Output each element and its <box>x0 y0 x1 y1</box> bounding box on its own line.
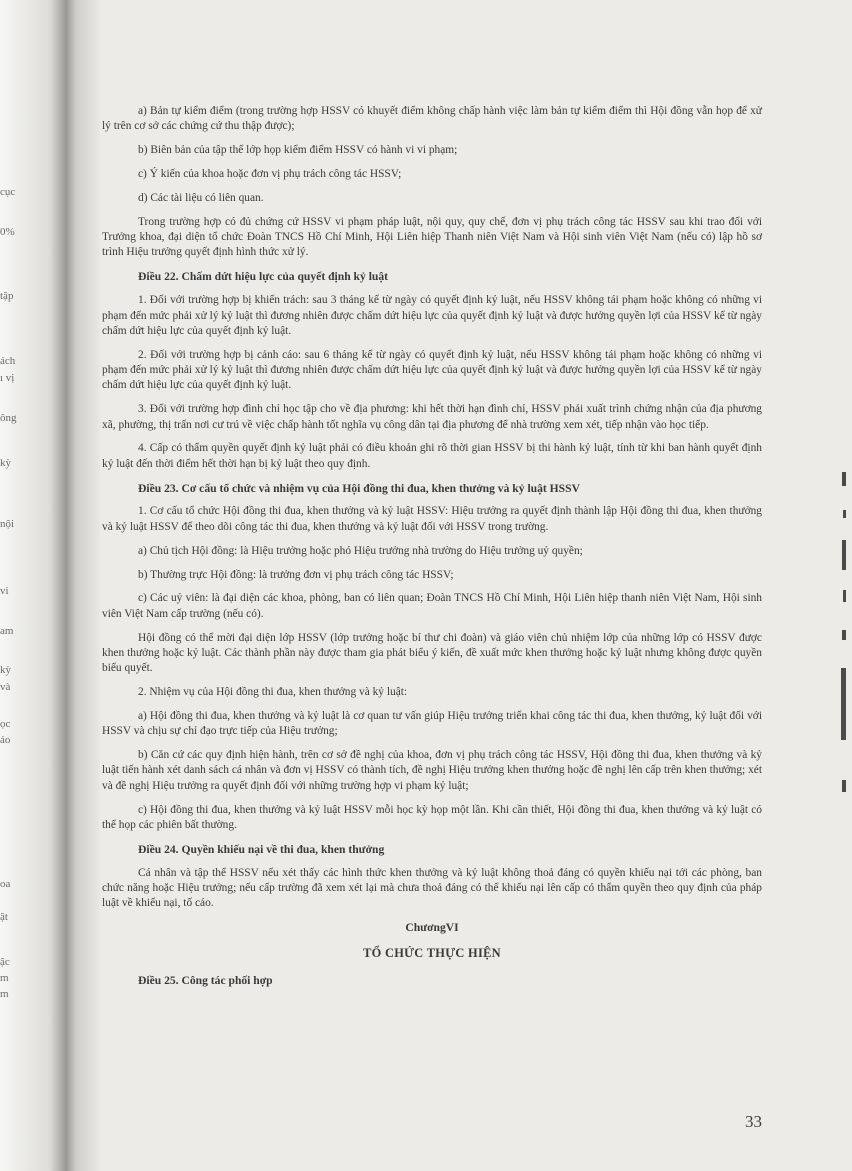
article-23-clause-1b: b) Thường trực Hội đồng: là trưởng đơn vị phụ trách công tác HSSV; <box>138 568 454 581</box>
article-23-heading: Điều 23. Cơ cấu tổ chức và nhiệm vụ của Hội đồng thi đua, khen thưởng và kỷ luật HSSV <box>138 481 580 495</box>
page-number: 33 <box>745 1112 762 1131</box>
article-22-clause-4: 4. Cấp có thẩm quyền quyết định kỷ luật phải có điều khoản ghi rõ thời gian HSSV bị thi hành kỷ luật, tính từ khi ban hành quyết định kỷ luật đến thời điểm hết thời hạn bị kỷ luật theo quy định. <box>102 442 762 470</box>
article-23-clause-2c: c) Hội đồng thi đua, khen thưởng và kỷ luật HSSV mỗi học kỳ họp một lần. Khi cần thiết, Hội đồng thi đua, khen thưởng và kỷ luật có thể họp các phiên bất thường. <box>102 803 762 831</box>
article-22-clause-1: 1. Đối với trường hợp bị khiển trách: sau 3 tháng kể từ ngày có quyết định kỷ luật, nếu HSSV không tái phạm hoặc không có những vi phạm đến mức phải xử lý kỷ luật thì đương nhiên được chấm dứt hiệu lực của quyết định kỷ luật và được hưởng quyền lợi của HSSV kể từ ngày chấm dứt hiệu lực của quyết định kỷ luật. <box>102 294 762 337</box>
bleed-text: m <box>0 972 9 984</box>
article-24-body: Cá nhân và tập thể HSSV nếu xét thấy các hình thức khen thưởng và kỷ luật không thoả đáng có quyền khiếu nại tới các phòng, ban chức năng hoặc Hiệu trưởng; nếu cấp trường đã xem xét lại mà chưa thoả đáng có thể khiếu nại lên cấp có thẩm quyền theo quy định của pháp luật về khiếu nại, tố cáo. <box>102 866 762 910</box>
bleed-text: vi <box>0 585 9 597</box>
document-body <box>102 104 762 997</box>
edge-mark <box>842 540 846 570</box>
bleed-text: áo <box>0 734 11 746</box>
bleed-text: ı vị <box>0 372 15 384</box>
article-22-clause-2: 2. Đối với trường hợp bị cảnh cáo: sau 6 tháng kể từ ngày có quyết định kỷ luật, nếu HSSV không tái phạm hoặc không có những vi phạm đến mức phải xử lý kỷ luật thì đương nhiên được chấm dứt hiệu lực của quyết định kỷ luật và được hưởng quyền lợi của HSSV kể từ ngày chấm dứt hiệu lực của quyết định kỷ luật. <box>102 348 762 392</box>
edge-mark <box>843 510 846 518</box>
edge-mark <box>842 472 846 486</box>
bleed-text: oa <box>0 878 11 890</box>
paragraph-c-faculty-opinion: c) Ý kiến của khoa hoặc đơn vị phụ trách công tác HSSV; <box>138 168 402 181</box>
bleed-text: 0% <box>0 226 15 238</box>
chapter-number: ChươngVI <box>405 921 459 935</box>
article-23-invited-members: Hội đồng có thể mời đại diện lớp HSSV (lớp trưởng hoặc bí thư chi đoàn) và giáo viên chủ nhiệm lớp của những lớp có HSSV được khen thưởng hoặc kỷ luật. Các thành phần này được tham gia phát biểu ý kiến, đề xuất mức khen thưởng hoặc kỷ luật nhưng không được quyền biểu quyết. <box>102 631 762 675</box>
edge-mark <box>841 668 846 740</box>
edge-mark <box>842 780 846 792</box>
article-24-heading: Điều 24. Quyền khiếu nại về thi đua, khen thưởng <box>138 842 385 856</box>
article-23-clause-2b: b) Căn cứ các quy định hiện hành, trên cơ sở đề nghị của khoa, đơn vị phụ trách công tác HSSV, Hội đồng thi đua, khen thưởng và kỷ luật tiến hành xét danh sách cá nhân và đơn vị HSSV có thành tích, đề nghị Hiệu trưởng khen thưởng hoặc đề nghị lên cấp trên khen thưởng; xét và đề nghị Hiệu trưởng ra quyết định đối với những trường hợp vi phạm kỷ luật; <box>102 749 762 792</box>
chapter-title: TỔ CHỨC THỰC HIỆN <box>363 945 501 960</box>
bleed-text: ậc <box>0 956 10 968</box>
bleed-text: nội <box>0 518 15 530</box>
article-25-heading: Điều 25. Công tác phối hợp <box>138 973 273 987</box>
article-23-clause-1: 1. Cơ cấu tổ chức Hội đồng thi đua, khen thưởng và kỷ luật HSSV: Hiệu trưởng ra quyết định thành lập Hội đồng thi đua, khen thưởng và kỷ luật HSSV để theo dõi công tác thi đua, khen thưởng và kỷ luật đối với HSSV trong trường. <box>102 505 762 533</box>
bleed-text: kỳ <box>0 457 11 469</box>
edge-mark <box>843 590 846 602</box>
bleed-text: ọc <box>0 718 11 730</box>
article-22-heading: Điều 22. Chấm dứt hiệu lực của quyết định kỷ luật <box>138 270 389 284</box>
bleed-text: ông <box>0 412 17 424</box>
article-23-clause-2a: a) Hội đồng thi đua, khen thưởng và kỷ luật là cơ quan tư vấn giúp Hiệu trưởng triển khai công tác thi đua, khen thưởng, kỷ luật đối với HSSV và chịu sự chỉ đạo trực tiếp của Hiệu trưởng; <box>102 710 762 738</box>
bleed-text: ách <box>0 355 16 367</box>
edge-mark <box>842 630 846 640</box>
bleed-text: tập <box>0 290 14 302</box>
article-23-clause-2: 2. Nhiệm vụ của Hội đồng thi đua, khen thưởng và kỷ luật: <box>138 686 408 699</box>
article-23-clause-1c: c) Các uỷ viên: là đại diện các khoa, phòng, ban có liên quan; Đoàn TNCS Hồ Chí Minh, Hội Liên hiệp thanh niên Việt Nam, Hội sinh viên Việt Nam cấp trường (nếu có). <box>102 592 762 620</box>
paragraph-a-self-review: a) Bản tự kiểm điểm (trong trường hợp HSSV có khuyết điểm không chấp hành việc làm bản tự kiểm điểm thì Hội đồng vẫn họp để xử lý trên cơ sở các chứng cứ thu thập được); <box>102 105 762 133</box>
bleed-text: m <box>0 988 9 1000</box>
bleed-text: am <box>0 625 14 637</box>
bleed-text: ật <box>0 911 8 923</box>
paragraph-b-class-minutes: b) Biên bản của tập thể lớp họp kiểm điểm HSSV có hành vi vi phạm; <box>138 144 458 157</box>
bleed-text: kỳ <box>0 664 11 676</box>
paragraph-sufficient-evidence: Trong trường hợp có đủ chứng cứ HSSV vi phạm pháp luật, nội quy, quy chế, đơn vị phụ trách công tác HSSV sau khi trao đổi với Trưởng khoa, đại diện tổ chức Đoàn TNCS Hồ Chí Minh, Hội Liên hiệp Thanh niên Việt Nam và Hội sinh viên Việt Nam (nếu có) lập hồ sơ trình Hiệu trưởng quyết định hình thức xử lý. <box>102 215 762 259</box>
paragraph-d-related-documents: d) Các tài liệu có liên quan. <box>138 191 264 204</box>
bleed-text: cục <box>0 186 16 198</box>
bleed-text: và <box>0 681 11 693</box>
article-23-clause-1a: a) Chủ tịch Hội đồng: là Hiệu trưởng hoặc phó Hiệu trưởng nhà trường do Hiệu trưởng uỷ quyền; <box>138 544 583 557</box>
article-22-clause-3: 3. Đối với trường hợp đình chỉ học tập cho về địa phương: khi hết thời hạn đình chỉ, HSSV phải xuất trình chứng nhận của địa phương xã, phường, thị trấn nơi cư trú về việc chấp hành tốt nghĩa vụ công dân tại địa phương để nhà trường xem xét, tiếp nhận vào học tiếp. <box>102 403 762 431</box>
